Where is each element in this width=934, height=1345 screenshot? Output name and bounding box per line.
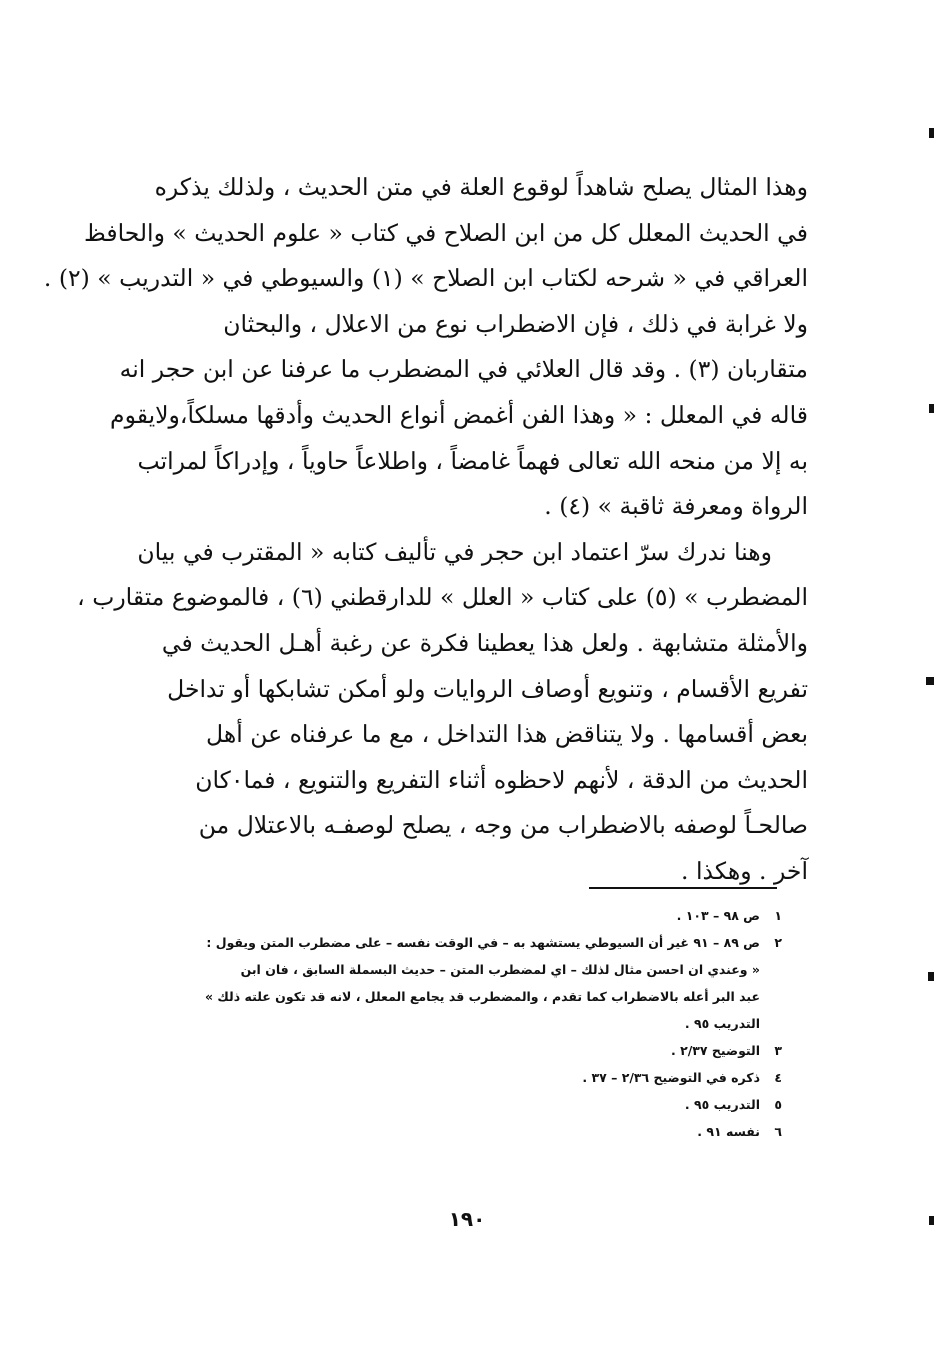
body-line: تفريع الأقسام ، وتنويع أوصاف الروايات ولو أمكن تشابكها أو تداخل [167, 674, 808, 703]
footnote-text: ص ٩٨ – ١٠٣ . [676, 908, 760, 923]
footnote-divider [589, 887, 777, 889]
body-line: المضطرب » (٥) على كتاب « العلل » للدارقطني (٦) ، فالموضوع متقارب ، [77, 583, 808, 612]
footnote-number: ٢ [774, 935, 782, 950]
page-number: ١٩٠ [448, 1207, 486, 1231]
footnote-item [110, 1118, 782, 1145]
scan-margin-mark [929, 404, 934, 413]
body-line: في الحديث المعلل كل من ابن الصلاح في كتاب « علوم الحديث » والحافظ [84, 218, 808, 247]
footnote-number: ٥ [774, 1097, 782, 1112]
footnotes [110, 902, 782, 1145]
footnote-text: عبد البر أعله بالاضطراب كما تقدم ، والمضطرب قد يجامع المعلل ، لانه قد تكون علته ذلك » [204, 989, 760, 1004]
footnote-text: التدريب ٩٥ . [684, 1097, 760, 1112]
footnote-item [110, 1037, 782, 1064]
body-line: بعض أقسامها . ولا يتناقض هذا التداخل ، مع ما عرفناه عن أهل [206, 720, 808, 749]
footnote-number: ٤ [774, 1070, 782, 1085]
body-line: آخر . وهكذا . [681, 856, 808, 885]
body-line: صالحـاً لوصفه بالاضطراب من وجه ، يصلح لوصفـه بالاعتلال من [198, 811, 808, 840]
main-text [43, 165, 808, 895]
footnote-text: ص ٨٩ – ٩١ غير أن السيوطي يستشهد به – في الوقت نفسه – على مضطرب المتن ويقول : [206, 935, 760, 950]
body-line: وهذا المثال يصلح شاهداً لوقوع العلة في متن الحديث ، ولذلك يذكره [154, 173, 808, 201]
footnote-text: التوضيح ٢/٣٧ . [670, 1043, 760, 1058]
scan-margin-mark [929, 128, 934, 138]
footnote-item [110, 902, 782, 929]
footnote-item [110, 1091, 782, 1118]
body-line: الحديث من الدقة ، لأنهم لاحظوه أثناء التفريع والتنويع ، فما٠كان [195, 765, 808, 794]
footnote-number: ١ [774, 908, 782, 923]
body-line: به إلا من منحه الله تعالى فهماً غامضاً ، واطلاعاً حاوياً ، وإدراكاً لمراتب [137, 446, 808, 475]
body-line: الرواة ومعرفة ثاقبة » (٤) . [544, 492, 808, 521]
body-line: وهنا ندرك سرّ اعتماد ابن حجر في تأليف كتابه « المقترب في بيان [137, 537, 772, 566]
body-line: متقاربان (٣) . وقد قال العلائي في المضطرب ما عرفنا عن ابن حجر انه [119, 355, 808, 384]
body-line: العراقي في « شرحه لكتاب ابن الصلاح » (١) والسيوطي في « التدريب » (٢) . [43, 264, 808, 293]
footnote-text: نفسه ٩١ . [697, 1124, 760, 1139]
footnote-item [110, 1064, 782, 1091]
body-line: والأمثلة متشابهة . ولعل هذا يعطينا فكرة عن رغبة أهـل الحديث في [161, 628, 808, 657]
footnote-item [110, 929, 782, 1037]
footnote-text: « وعندي ان احسن مثال لذلك – اي لمضطرب المتن – حديث البسملة السابق ، فان ابن [240, 962, 760, 977]
footnote-text: التدريب ٩٥ . [684, 1016, 760, 1031]
footnote-number: ٣ [774, 1043, 782, 1058]
scan-margin-mark [926, 677, 934, 685]
body-line: قاله في المعلل : « وهذا الفن أغمض أنواع الحديث وأدقها مسلكاً،ولايقوم [110, 400, 808, 429]
body-line: ولا غرابة في ذلك ، فإن الاضطراب نوع من الاعلال ، والبحثان [223, 309, 808, 338]
scan-margin-mark [928, 972, 934, 981]
footnote-text: ذكره في التوضيح ٢/٣٦ – ٣٧ . [582, 1070, 760, 1085]
footnote-number: ٦ [774, 1124, 782, 1139]
